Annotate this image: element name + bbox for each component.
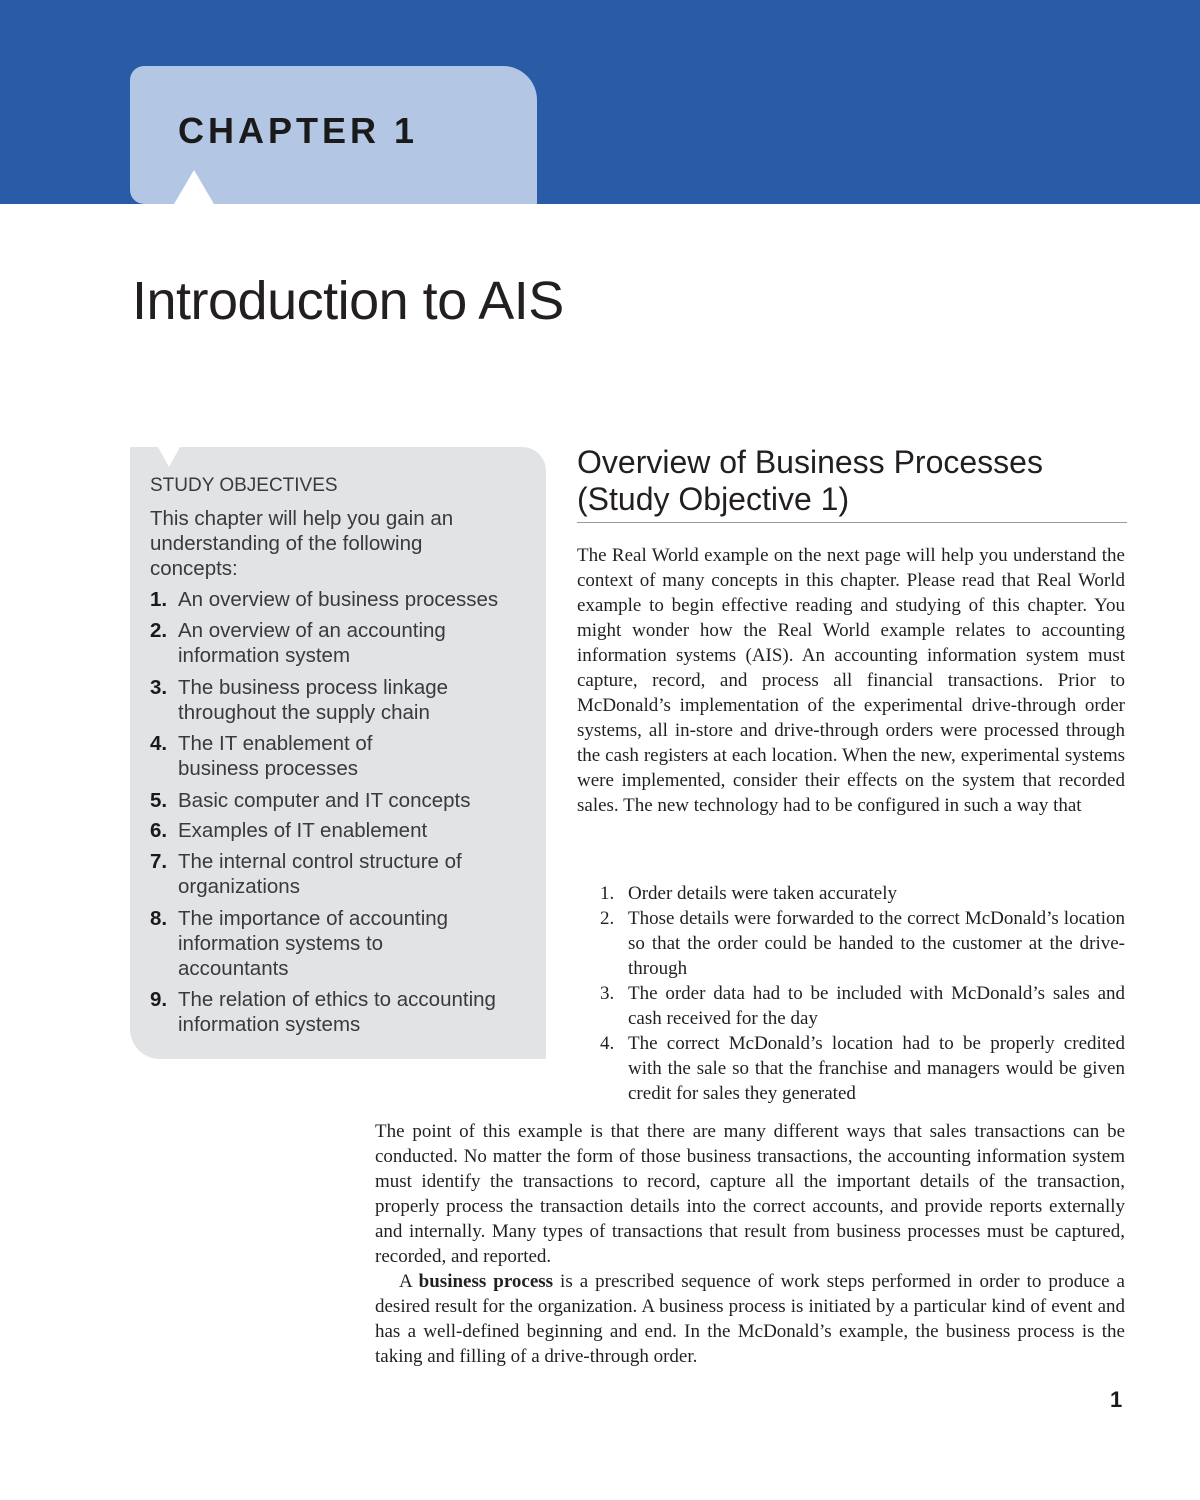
study-objectives-intro: This chapter will help you gain an understanding of the following concepts: xyxy=(150,507,454,580)
body-paragraph xyxy=(375,1269,1125,1369)
objective-item xyxy=(150,906,530,981)
objective-text: Examples of IT enablement xyxy=(178,819,428,842)
numbered-list-item xyxy=(600,981,1125,1031)
body-paragraph: The point of this example is that there are many different ways that sales transactions can be conducted. No matter the form of those business transactions, the accounting information system must identify the transactions to record, capture all the important details of the transaction, properly process the transaction details into the correct accounts, and provide reports externally and internally. Many types of transactions that result from business processes must be captured, recorded, and reported. xyxy=(375,1121,1125,1267)
numbered-list-item xyxy=(600,1031,1125,1106)
objective-text: An overview of business processes xyxy=(178,588,499,611)
objective-text: The IT enablement of business processes xyxy=(178,732,373,780)
objective-text: The relation of ethics to accounting information systems xyxy=(178,988,496,1036)
objective-text: An overview of an accounting information system xyxy=(178,619,446,667)
section-divider xyxy=(577,522,1127,523)
objective-text: The importance of accounting information systems to accountants xyxy=(178,907,449,980)
objective-number: 5. xyxy=(150,789,168,812)
objective-number: 6. xyxy=(150,819,168,842)
body-paragraph: The Real World example on the next page will help you understand the context of many concepts in this chapter. Please read that Real World example to begin effective reading and studying of this chapter. You might wonder how the Real World example relates to accounting information systems (AIS). An accounting information system must capture, record, and process all financial transactions. Prior to McDonald’s implementation of the experimental drive-through order systems, all in-store and drive-through orders were processed through the cash registers at each location. When the new, experimental systems were implemented, consider their effects on the system that recorded sales. The new technology had to be configured in such a way that xyxy=(577,545,1125,816)
objective-item xyxy=(150,618,530,668)
study-objectives-heading: STUDY OBJECTIVES xyxy=(150,475,338,496)
objective-item xyxy=(150,818,530,843)
section-heading: Overview of Business Processes (Study Objective 1) xyxy=(577,444,1043,517)
list-number: 3. xyxy=(600,983,615,1004)
objective-item xyxy=(150,587,530,612)
numbered-list-item xyxy=(600,906,1125,981)
objective-item xyxy=(150,788,530,813)
page-number: 1 xyxy=(1110,1387,1123,1412)
list-number: 4. xyxy=(600,1033,615,1054)
objective-number: 1. xyxy=(150,588,168,611)
numbered-list-item xyxy=(600,881,1125,906)
paragraph-lead: A xyxy=(399,1271,419,1292)
paragraph-text: is a prescribed sequence of work steps performed in order to produce a desired result for the organization. A business process is initiated by a particular kind of event and has a well-defined beginning and end. In the McDonald’s example, the business process is the taking and filling of a drive-through order. xyxy=(375,1271,1125,1367)
list-text: The order data had to be included with McDonald’s sales and cash received for the day xyxy=(628,983,1125,1029)
study-objectives-notch xyxy=(158,447,180,467)
objective-item xyxy=(150,675,530,725)
objective-number: 3. xyxy=(150,676,168,699)
objective-item xyxy=(150,987,530,1037)
objective-item xyxy=(150,849,530,899)
list-number: 1. xyxy=(600,883,615,904)
objective-text: The business process linkage throughout the supply chain xyxy=(178,676,449,724)
chapter-tab-notch xyxy=(174,170,214,204)
chapter-title: Introduction to AIS xyxy=(132,271,564,331)
list-text: Those details were forwarded to the correct McDonald’s location so that the order could be handed to the customer at the drive-through xyxy=(628,908,1125,979)
chapter-label: CHAPTER 1 xyxy=(178,110,419,151)
objective-number: 7. xyxy=(150,850,168,873)
objective-number: 2. xyxy=(150,619,168,642)
objective-item xyxy=(150,731,530,781)
list-number: 2. xyxy=(600,908,615,929)
key-term: business process xyxy=(418,1271,554,1292)
objective-number: 8. xyxy=(150,907,168,930)
list-text: Order details were taken accurately xyxy=(628,883,898,904)
objective-text: Basic computer and IT concepts xyxy=(178,789,471,812)
list-text: The correct McDonald’s location had to be properly credited with the sale so that the franchise and managers would be given credit for sales they generated xyxy=(628,1033,1125,1104)
objective-text: The internal control structure of organizations xyxy=(178,850,462,898)
objective-number: 9. xyxy=(150,988,168,1011)
objective-number: 4. xyxy=(150,732,168,755)
